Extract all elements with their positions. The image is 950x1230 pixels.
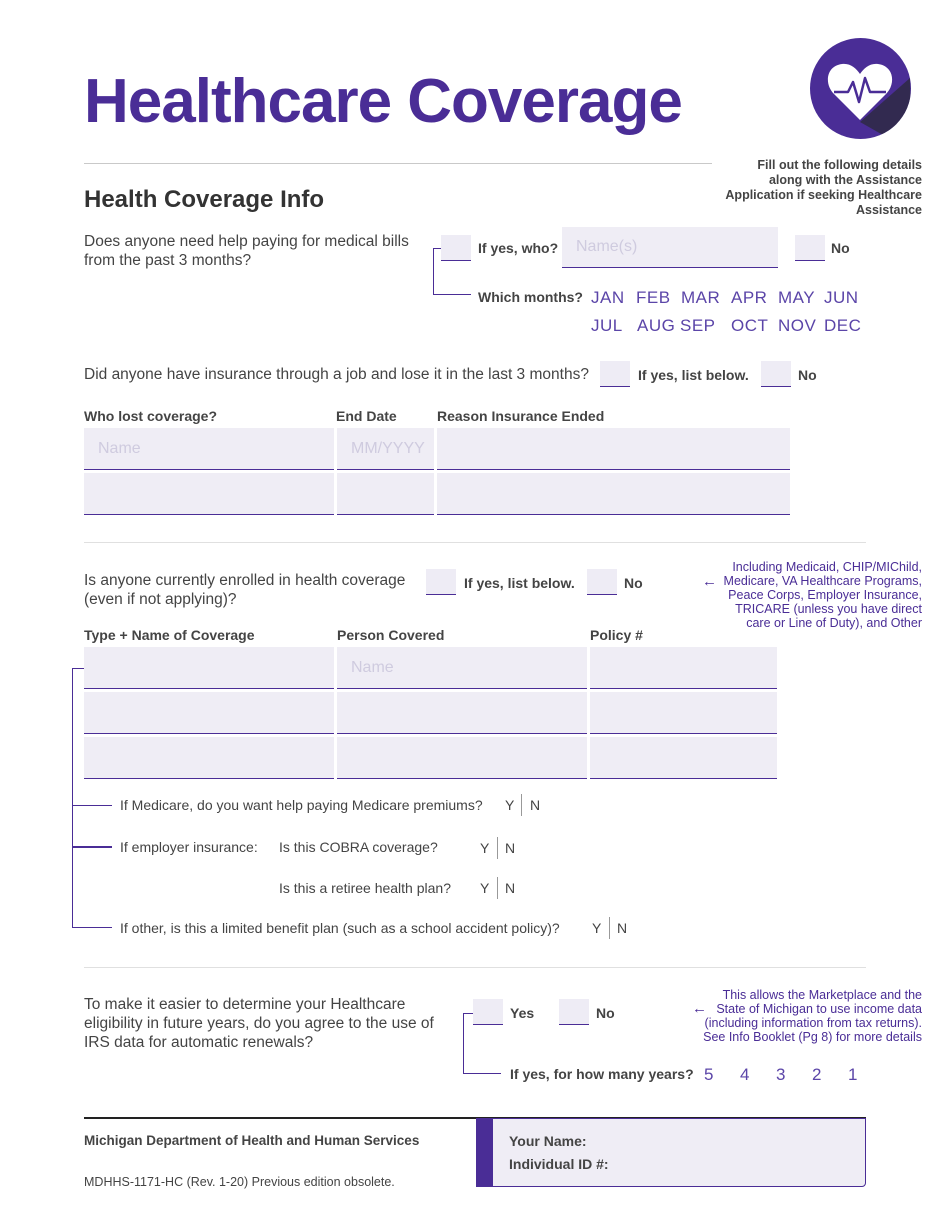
medical-bills-yes-checkbox[interactable] — [441, 235, 471, 261]
month-option[interactable]: AUG — [637, 316, 676, 335]
page-title: Healthcare Coverage — [84, 67, 682, 136]
month-option[interactable]: JUN — [824, 288, 859, 307]
year-option[interactable]: 1 — [848, 1065, 858, 1084]
individual-id-label: Individual ID #: — [509, 1156, 609, 1172]
who-name-input[interactable]: Name(s) — [562, 227, 778, 268]
no-label: No — [831, 240, 850, 256]
end-date-input[interactable] — [337, 473, 434, 515]
no-option[interactable]: N — [530, 797, 541, 813]
irs-data-question: To make it easier to determine your Healthcare eligibility in future years, do you agree to the use of IRS data for automatic renewals? — [84, 996, 434, 1051]
bracket-line — [72, 668, 73, 928]
month-option[interactable]: FEB — [636, 288, 671, 307]
id-box-accent — [476, 1118, 493, 1187]
enrolled-no-checkbox[interactable] — [587, 569, 617, 595]
id-box — [476, 1118, 866, 1187]
yn-divider — [497, 837, 498, 859]
bracket-line — [72, 846, 112, 848]
medical-bills-no-checkbox[interactable] — [795, 235, 825, 261]
bracket-line — [433, 294, 471, 295]
instructions-note: Fill out the following details along with the Assistance Application if seeking Healthcare Assistance — [725, 158, 922, 217]
month-option[interactable]: MAR — [681, 288, 721, 307]
lost-insurance-question: Did anyone have insurance through a job and lose it in the last 3 months? — [84, 366, 589, 383]
who-lost-input[interactable]: Name — [84, 428, 334, 470]
month-option[interactable]: JAN — [591, 288, 625, 307]
employer-label: If employer insurance: — [120, 839, 258, 855]
no-option[interactable]: N — [505, 840, 516, 856]
lost-insurance-no-checkbox[interactable] — [761, 361, 791, 387]
irs-no-checkbox[interactable] — [559, 999, 589, 1025]
year-option[interactable]: 5 — [704, 1065, 714, 1084]
arrow-left-icon: ← — [702, 573, 717, 590]
column-header: Person Covered — [337, 627, 445, 643]
bracket-line — [433, 248, 441, 249]
cobra-question: Is this COBRA coverage? — [279, 839, 438, 855]
month-option[interactable]: DEC — [824, 316, 862, 335]
yes-label: Yes — [510, 1005, 535, 1021]
retiree-question: Is this a retiree health plan? — [279, 880, 451, 896]
medical-bills-question: Does anyone need help paying for medical bills from the past 3 months? — [84, 233, 409, 269]
header-divider — [84, 163, 712, 164]
policy-number-input[interactable] — [590, 647, 777, 689]
section-heading: Health Coverage Info — [84, 186, 325, 213]
bracket-line — [463, 1013, 473, 1014]
month-option[interactable]: APR — [731, 288, 768, 307]
enrolled-yes-checkbox[interactable] — [426, 569, 456, 595]
year-option[interactable]: 2 — [812, 1065, 822, 1084]
bracket-line — [463, 1013, 464, 1074]
no-label: No — [596, 1005, 615, 1021]
bracket-line — [72, 668, 84, 669]
end-date-input[interactable]: MM/YYYY — [337, 428, 434, 470]
who-lost-input[interactable] — [84, 473, 334, 515]
reason-input[interactable] — [437, 473, 790, 515]
bracket-line — [72, 805, 112, 806]
column-header: Policy # — [590, 627, 643, 643]
medicare-question: If Medicare, do you want help paying Medicare premiums? — [120, 797, 483, 813]
person-covered-input[interactable]: Name — [337, 647, 587, 689]
heart-pulse-icon — [810, 38, 911, 139]
year-option[interactable]: 4 — [740, 1065, 750, 1084]
month-option[interactable]: SEP — [680, 316, 716, 335]
policy-number-input[interactable] — [590, 737, 777, 779]
yes-option[interactable]: Y — [480, 840, 490, 856]
month-option[interactable]: JUL — [591, 316, 623, 335]
no-label: No — [798, 367, 817, 383]
years-label: If yes, for how many years? — [510, 1066, 694, 1082]
which-months-label: Which months? — [478, 289, 583, 305]
yes-list-label: If yes, list below. — [638, 367, 749, 383]
yes-option[interactable]: Y — [480, 880, 490, 896]
yn-divider — [521, 794, 522, 816]
column-header: Reason Insurance Ended — [437, 408, 605, 424]
enrolled-question: Is anyone currently enrolled in health coverage (even if not applying)? — [84, 572, 406, 608]
column-header: Who lost coverage? — [84, 408, 218, 424]
lost-insurance-yes-checkbox[interactable] — [600, 361, 630, 387]
policy-number-input[interactable] — [590, 692, 777, 734]
arrow-left-icon: ← — [692, 1000, 707, 1017]
irs-yes-checkbox[interactable] — [473, 999, 503, 1025]
coverage-types-note: Including Medicaid, CHIP/MIChild, Medicare, VA Healthcare Programs, Peace Corps, Employer Insurance, TRICARE (unless you have direct care or Line of Duty), and Other — [723, 560, 922, 630]
person-covered-input[interactable] — [337, 737, 587, 779]
month-option[interactable]: OCT — [731, 316, 769, 335]
no-option[interactable]: N — [505, 880, 516, 896]
form-id: MDHHS-1171-HC (Rev. 1-20) Previous edition obsolete. — [84, 1175, 395, 1189]
limited-benefit-question: If other, is this a limited benefit plan (such as a school accident policy)? — [120, 920, 560, 936]
coverage-type-input[interactable] — [84, 737, 334, 779]
yn-divider — [497, 877, 498, 899]
column-header: Type + Name of Coverage — [84, 627, 255, 643]
section-divider — [84, 542, 866, 543]
yes-who-label: If yes, who? — [478, 240, 559, 256]
bracket-line — [463, 1073, 501, 1074]
department-name: Michigan Department of Health and Human Services — [84, 1133, 420, 1148]
person-covered-input[interactable] — [337, 692, 587, 734]
no-label: No — [624, 575, 643, 591]
irs-data-note: This allows the Marketplace and the State of Michigan to use income data (including information from tax returns). See Info Booklet (Pg 8) for more details — [703, 988, 922, 1044]
year-option[interactable]: 3 — [776, 1065, 786, 1084]
your-name-label: Your Name: — [509, 1133, 587, 1149]
column-header: End Date — [336, 408, 397, 424]
yn-divider — [609, 917, 610, 939]
month-option[interactable]: MAY — [778, 288, 816, 307]
yes-option[interactable]: Y — [505, 797, 515, 813]
yes-list-label: If yes, list below. — [464, 575, 575, 591]
bracket-line — [433, 248, 434, 295]
bracket-line — [72, 927, 112, 928]
section-divider — [84, 967, 866, 968]
reason-input[interactable] — [437, 428, 790, 470]
no-option[interactable]: N — [617, 920, 628, 936]
month-option[interactable]: NOV — [778, 316, 817, 335]
coverage-type-input[interactable] — [84, 692, 334, 734]
coverage-type-input[interactable] — [84, 647, 334, 689]
yes-option[interactable]: Y — [592, 920, 602, 936]
